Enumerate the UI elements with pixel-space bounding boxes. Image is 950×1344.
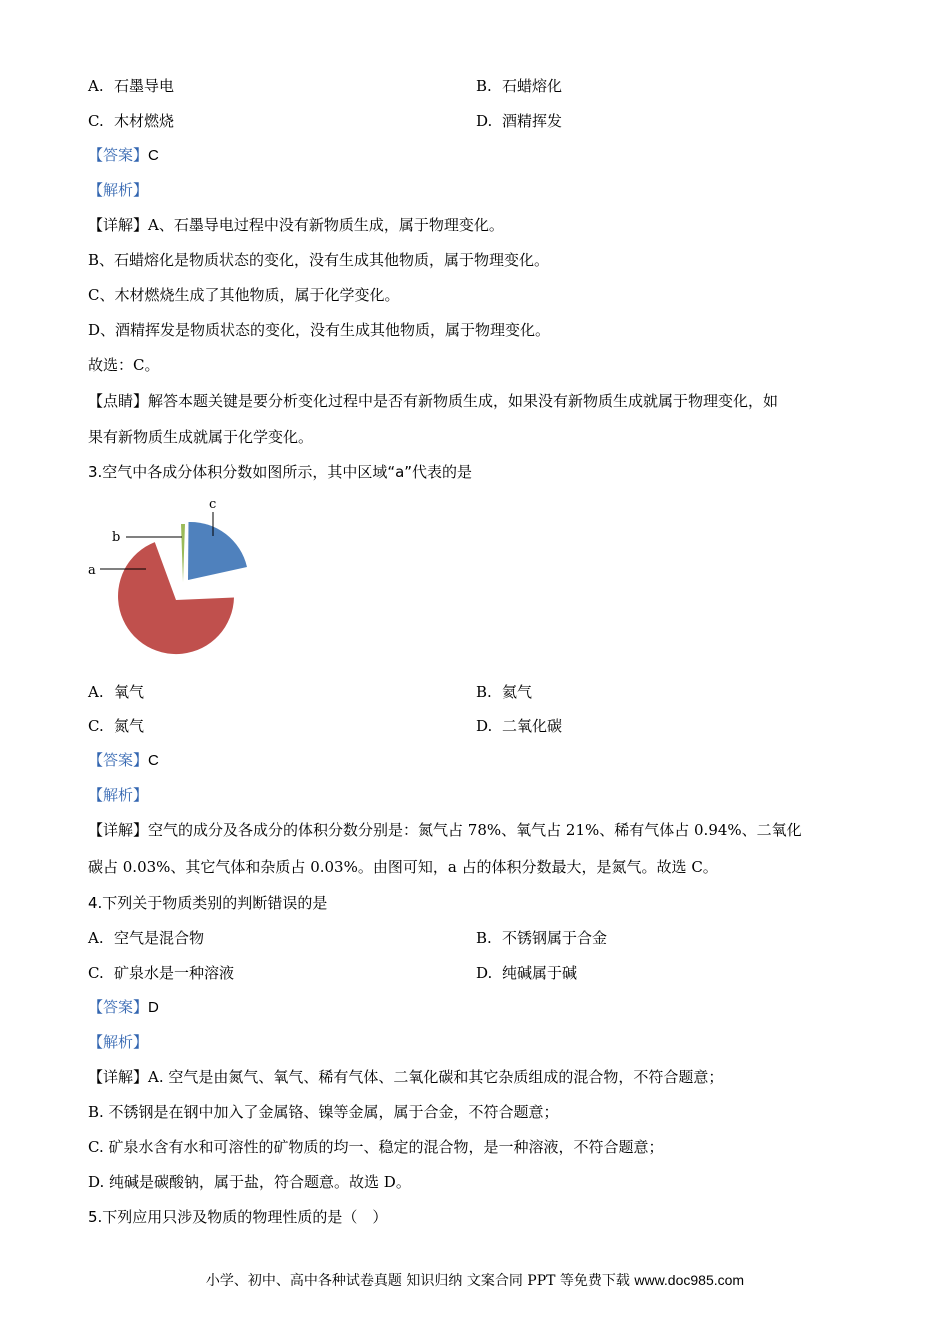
pie-label-b: b — [112, 530, 121, 545]
q4-option-b: B. 不锈钢属于合金 — [476, 929, 608, 947]
q3-analysis-label: 【解析】 — [88, 786, 149, 804]
q2-detail-line: B、石蜡熔化是物质状态的变化，没有生成其他物质，属于物理变化。 — [88, 251, 550, 269]
pie-slice-b — [181, 524, 185, 582]
q3-option-d: D. 二氧化碳 — [476, 717, 563, 735]
q4-detail-line: D. 纯碱是碳酸钠，属于盐，符合题意。故选 D。 — [88, 1173, 411, 1191]
q2-option-d: D. 酒精挥发 — [476, 112, 563, 130]
q2-detail-line: D、酒精挥发是物质状态的变化，没有生成其他物质，属于物理变化。 — [88, 321, 551, 339]
pie-slice-c — [188, 522, 247, 580]
q3-option-b: B. 氦气 — [476, 683, 533, 701]
q2-option-b: B. 石蜡熔化 — [476, 77, 563, 95]
q2-option-a: A. 石墨导电 — [88, 77, 175, 95]
q3-option-c: C. 氮气 — [88, 717, 145, 735]
q2-answer: 【答案】C — [88, 146, 159, 164]
q3-question: 3.空气中各成分体积分数如图所示，其中区域“a”代表的是 — [88, 463, 473, 481]
q4-detail-line: B. 不锈钢是在钢中加入了金属铬、镍等金属，属于合金，不符合题意； — [88, 1103, 559, 1121]
q2-tip-line: 果有新物质生成就属于化学变化。 — [88, 428, 314, 446]
q4-question: 4.下列关于物质类别的判断错误的是 — [88, 894, 328, 912]
pie-label-a: a — [88, 563, 96, 578]
q2-detail-line: 【详解】A、石墨导电过程中没有新物质生成，属于物理变化。 — [88, 216, 504, 234]
q4-option-c: C. 矿泉水是一种溶液 — [88, 964, 235, 982]
footer-url[interactable]: www.doc985.com — [634, 1272, 745, 1288]
q4-option-d: D. 纯碱属于碱 — [476, 964, 578, 982]
q3-answer: 【答案】C — [88, 751, 159, 769]
q2-tip-line: 【点睛】解答本题关键是要分析变化过程中是否有新物质生成，如果没有新物质生成就属于物理变化，如 — [88, 392, 779, 410]
q4-option-a: A. 空气是混合物 — [88, 929, 205, 947]
q4-answer: 【答案】D — [88, 998, 159, 1016]
q3-detail-line: 【详解】空气的成分及各成分的体积分数分别是：氮气占 78%、氧气占 21%、稀有气体占 0.94%、二氧化 — [88, 821, 802, 839]
q2-analysis-label: 【解析】 — [88, 181, 149, 199]
footer-text: 小学、初中、高中各种试卷真题 知识归纳 文案合同 PPT 等免费下载 — [205, 1273, 635, 1289]
q2-detail-line: C、木材燃烧生成了其他物质，属于化学变化。 — [88, 286, 400, 304]
page-footer — [0, 1270, 950, 1290]
q5-question: 5.下列应用只涉及物质的物理性质的是（ ） — [88, 1208, 388, 1226]
q2-detail-line: 故选：C。 — [88, 356, 160, 374]
q3-detail-line: 碳占 0.03%、其它气体和杂质占 0.03%。由图可知，a 占的体积分数最大，是氮气。故选 C。 — [88, 858, 718, 876]
q4-analysis-label: 【解析】 — [88, 1033, 149, 1051]
air-composition-pie-chart — [86, 494, 256, 666]
pie-label-c: c — [209, 497, 217, 512]
q3-option-a: A. 氧气 — [88, 683, 145, 701]
q4-detail-line: C. 矿泉水含有水和可溶性的矿物质的均一、稳定的混合物，是一种溶液，不符合题意； — [88, 1138, 664, 1156]
q4-detail-line: 【详解】A. 空气是由氮气、氧气、稀有气体、二氧化碳和其它杂质组成的混合物，不符合题意； — [88, 1068, 724, 1086]
q2-option-c: C. 木材燃烧 — [88, 112, 175, 130]
